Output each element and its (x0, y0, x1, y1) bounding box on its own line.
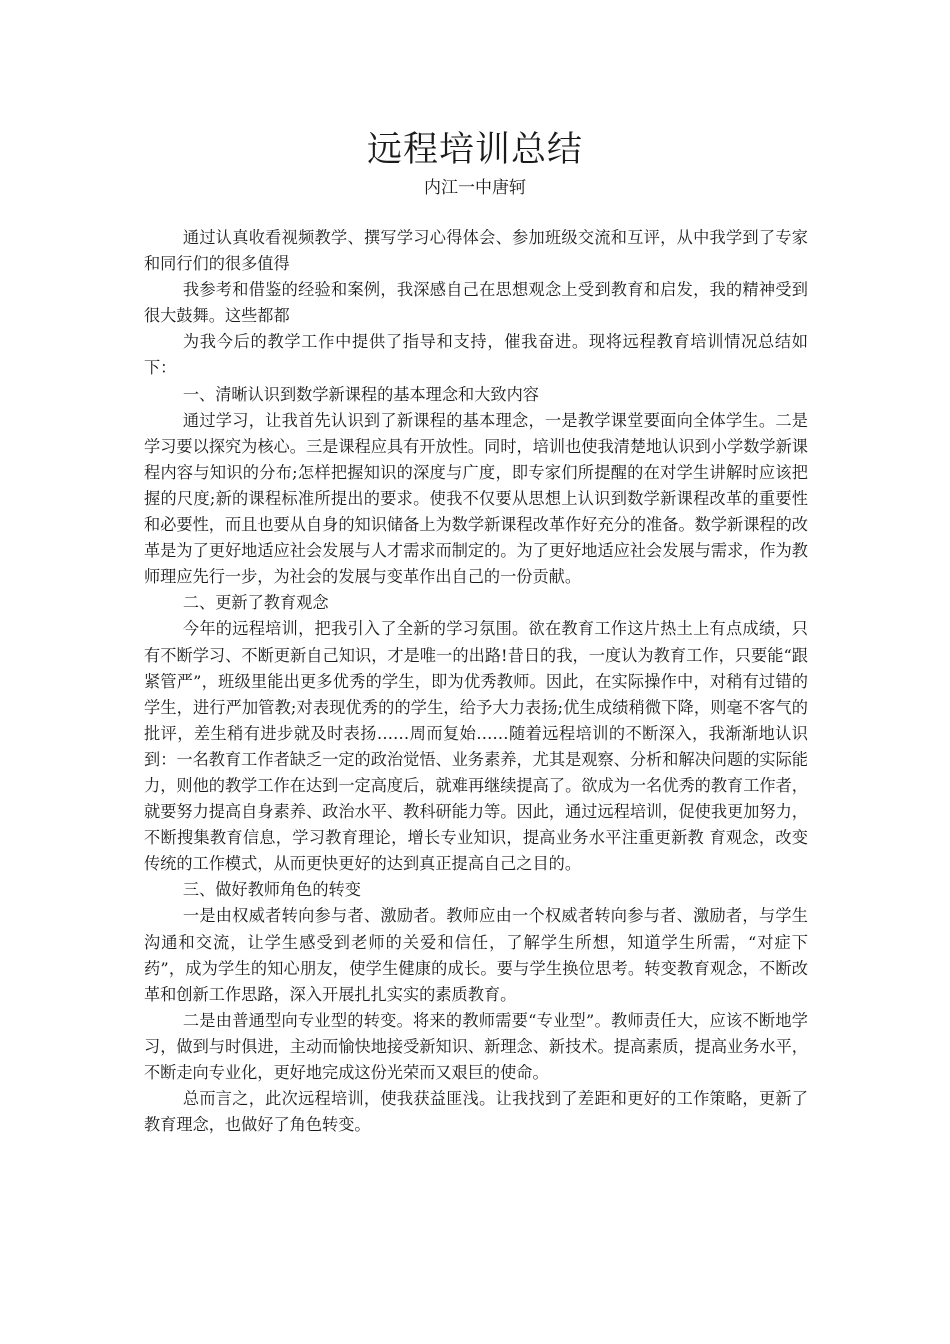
paragraph: 为我今后的教学工作中提供了指导和支持，催我奋进。现将远程教育培训情况总结如下： (144, 332, 808, 378)
paragraph: 通过认真收看视频教学、撰写学习心得体会、参加班级交流和互评，从中我学到了专家和同行们的很多值得 (144, 228, 808, 274)
section-heading: 二、更新了教育观念 (182, 593, 329, 613)
document-author: 内江一中唐轲 (424, 178, 526, 198)
paragraph: 我参考和借鉴的经验和案例，我深感自己在思想观念上受到教育和启发，我的精神受到很大鼓舞。这些都都 (144, 280, 808, 326)
document-title: 远程培训总结 (366, 130, 583, 170)
paragraph: 一是由权威者转向参与者、激励者。教师应由一个权威者转向参与者、激励者，与学生沟通和交流，让学生感受到老师的关爱和信任，了解学生所想，知道学生所需，“对症下药”，成为学生的知心朋友，使学生健康的成长。要与学生换位思考。转变教育观念，不断改革和创新工作思路，深入开展扎扎实实的素质教育。 (144, 906, 808, 1004)
section-heading: 一、清晰认识到数学新课程的基本理念和大致内容 (182, 384, 539, 404)
paragraph: 二是由普通型向专业型的转变。将来的教师需要“专业型”。教师责任大，应该不断地学习，做到与时俱进，主动而愉快地接受新知识、新理念、新技术。提高素质，提高业务水平，不断走向专业化，更好地完成这份光荣而又艰巨的使命。 (144, 1010, 808, 1082)
paragraph: 通过学习，让我首先认识到了新课程的基本理念，一是教学课堂要面向全体学生。二是学习要以探究为核心。三是课程应具有开放性。同时，培训也使我清楚地认识到小学数学新课程内容与知识的分布;怎样把握知识的深度与广度，即专家们所提醒的在对学生讲解时应该把握的尺度;新的课程标准所提出的要求。使我不仅要从思想上认识到数学新课程改革的重要性和必要性，而且也要从自身的知识储备上为数学新课程改革作好充分的准备。数学新课程的改革是为了更好地适应社会发展与人才需求而制定的。为了更好地适应社会发展与需求，作为教师理应先行一步，为社会的发展与变革作出自己的一份贡献。 (144, 410, 808, 587)
paragraph: 总而言之，此次远程培训，使我获益匪浅。让我找到了差距和更好的工作策略，更新了教育理念，也做好了角色转变。 (144, 1089, 808, 1135)
section-heading: 三、做好教师角色的转变 (182, 880, 361, 900)
document-body (144, 225, 808, 1138)
paragraph: 今年的远程培训，把我引入了全新的学习氛围。欲在教育工作这片热土上有点成绩，只有不断学习、不断更新自己知识，才是唯一的出路!昔日的我，一度认为教育工作，只要能“跟紧管严”，班级里能出更多优秀的学生，即为优秀教师。因此，在实际操作中，对稍有过错的学生，进行严加管教;对表现优秀的的学生，给予大力表扬;优生成绩稍微下降，则毫不客气的批评，差生稍有进步就及时表扬……周而复始……随着远程培训的不断深入，我渐渐地认识到：一名教育工作者缺乏一定的政治觉悟、业务素养，尤其是观察、分析和解决问题的实际能力，则他的教学工作在达到一定高度后，就难再继续提高了。欲成为一名优秀的教育工作者，就要努力提高自身素养、政治水平、教科研能力等。因此，通过远程培训，促使我更加努力，不断搜集教育信息，学习教育理论，增长专业知识，提高业务水平注重更新教 育观念，改变传统的工作模式，从而更快更好的达到真正提高自己之目的。 (144, 619, 808, 874)
